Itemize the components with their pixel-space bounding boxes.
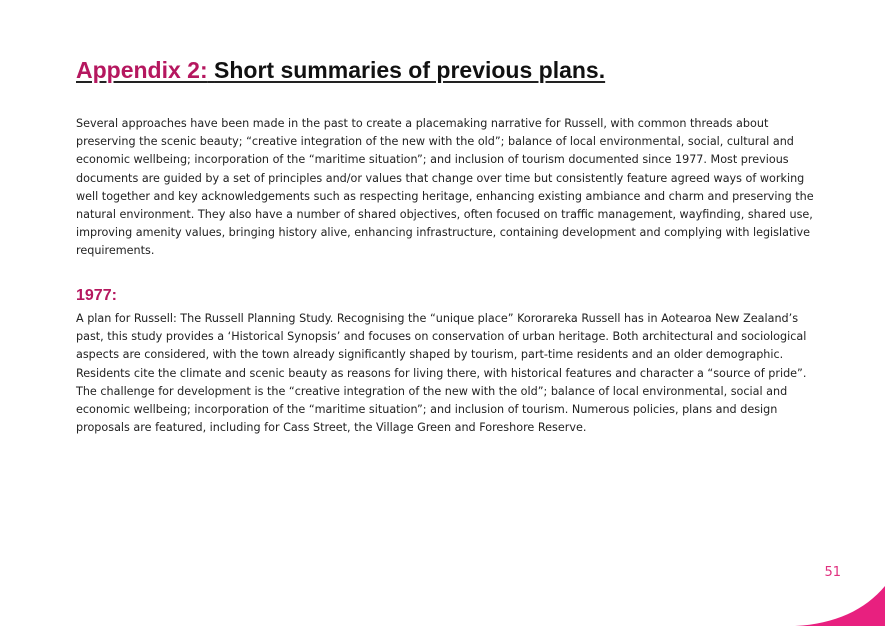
section-paragraph-1977: A plan for Russell: The Russell Planning Study. Recognising the “unique place” Kororareka Russell has in Aotearoa New Zealand’s past, this study provides a ‘Historical Synopsis’ and focuses on conservation of urban heritage. Both architectural and sociological aspects are considered, with the town already significantly shaped by tourism, part-time residents and an older demographic. Residents cite the climate and scenic beauty as reasons for living there, with historical features and character a “source of pride”. The challenge for development is the “creative integration of the new with the old”; balance of local environmental, social and economic wellbeing; incorporation of the “maritime situation”; and inclusion of tourism. Numerous policies, plans and design proposals are featured, including for Cass Street, the Village Green and Foreshore Reserve.	[76, 312, 807, 435]
page-number: 51	[824, 565, 841, 580]
title-accent: Appendix 2:	[76, 57, 208, 83]
section-heading-1977: 1977:	[76, 287, 117, 304]
corner-wave-shape	[795, 586, 885, 626]
title-main: Short summaries of previous plans.	[214, 57, 606, 83]
intro-paragraph: Several approaches have been made in the past to create a placemaking narrative for Russell, with common threads about preserving the scenic beauty; “creative integration of the new with the old”; balance of local environmental, social, cultural and economic wellbeing; incorporation of the “maritime situation”; and inclusion of tourism documented since 1977. Most previous documents are guided by a set of principles and/or values that change over time but consistently feature agreed ways of working well together and key acknowledgements such as respecting heritage, enhancing existing ambiance and charm and preserving the natural environment. They also have a number of shared objectives, often focused on traffic management, wayfinding, shared use, improving amenity values, bringing history alive, enhancing infrastructure, containing development and complying with legislative requirements.	[76, 117, 814, 258]
page-title	[76, 55, 605, 85]
corner-wave-decoration	[795, 578, 885, 626]
